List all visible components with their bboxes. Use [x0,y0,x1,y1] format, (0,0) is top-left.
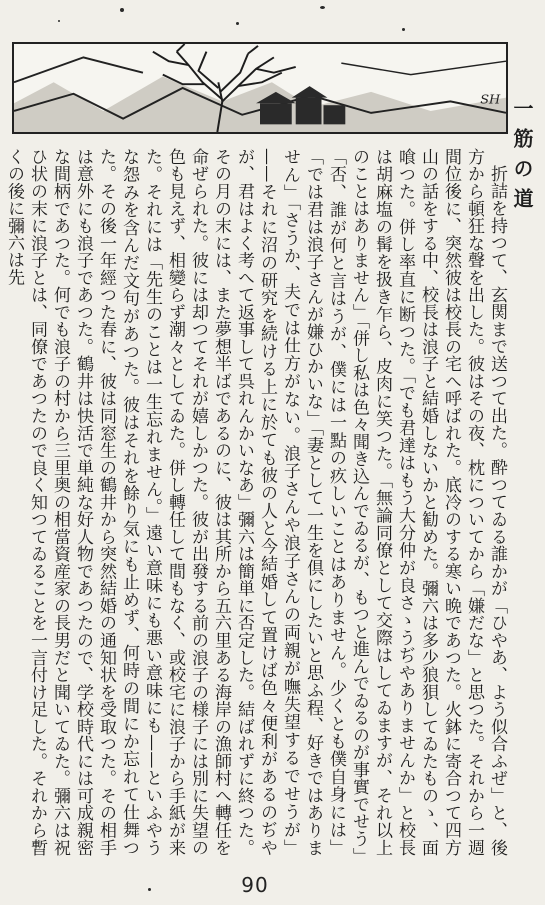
ink-speck [120,8,124,12]
paragraph: 折詰を持つて、玄関まで送つて出た。酔つてゐる誰かが「ひやあ、よう似合ふぜ」と、後方から頓狂な聲を出した。彼はその夜、枕についてから「嫌だな」と思つた。それから一週間位後に、突然彼は校長の宅へ呼ばれた。底冷のする寒い晩であつた。火鉢に寄合つて四方山の話をする中、校長は浪子と結婚しないかと勧めた。彌六は多少狼狽してゐたものゝ、面喰つた。併し率直に断つた。「でも君達はもう大分仲が良さゝうぢやありませんか」と校長は胡麻塩の髯を扱き乍ら、皮肉に笑つた。「無論同僚として交際はしてゐますが、それ以上のことはありません」「併し私は色々聞き込んでゐるが、もつと進んでゐるのが事實でせう」「否、誰が何と言はうが、僕には一點の疚しいことはありません。少くとも僕自身には」「では君は浪子さんが嫌ひかいな」「妻として一生を倶にしたいと思ふ程、好きではありません」「さうか、夫では仕方がない。浪子さんや浪子さんの両親が嘸失望するでせうが」——それに沼の研究を続ける上に於ても彼の人と今結婚して置けば色々便利があるのぢやが、君はよく考へて返事して呉れんかいなあ」彌六は簡単に否定した。結ばれずに終つた。その月の末には、また夢想半ばであるのに、彼は其所から五六里ある海岸の漁師村へ轉任を命ぜられた。彼には却つてそれが嬉しかつた。彼が出發する前の浪子の様子には別に失望の色も見えず、相變らず潮々としてゐた。併し轉任して間もなく、或校宅に浪子から手紙が来た。それには「先生のことは一生忘れません。」遠い意味にも悪い意味にも——といふやうな怨みを含んだ文句があつた。彼はそれを餘り気にも止めず、何時の間にか忘れて仕舞つた。その後一年經つた春に、彼は同窓生の鶴井から突然結婚の通知状を受取つた。その相手は意外にも浪子であつた。鶴井は快活で単純な好人物であつたので、学校時代には可成親密な間柄であつた。何でも浪子の村から三里奥の相當資産家の長男だと聞いてゐた。彌六は祝ひ状の末に浪子とは、同僚であつたので良く知つてゐることを一言付け足した。それから暫くの後に彌六は先 [4,148,507,856]
artist-signature: SH [480,91,501,107]
landscape-tree-drawing [14,44,506,132]
page-number: 90 [241,873,269,897]
ink-speck [320,6,325,9]
chapter-header-illustration [12,42,508,134]
body-text [4,148,508,856]
chapter-title: 一筋の道 [510,98,534,218]
ink-speck [236,22,239,25]
ink-speck [58,20,60,22]
ink-speck [148,888,151,891]
ink-speck [402,28,405,31]
